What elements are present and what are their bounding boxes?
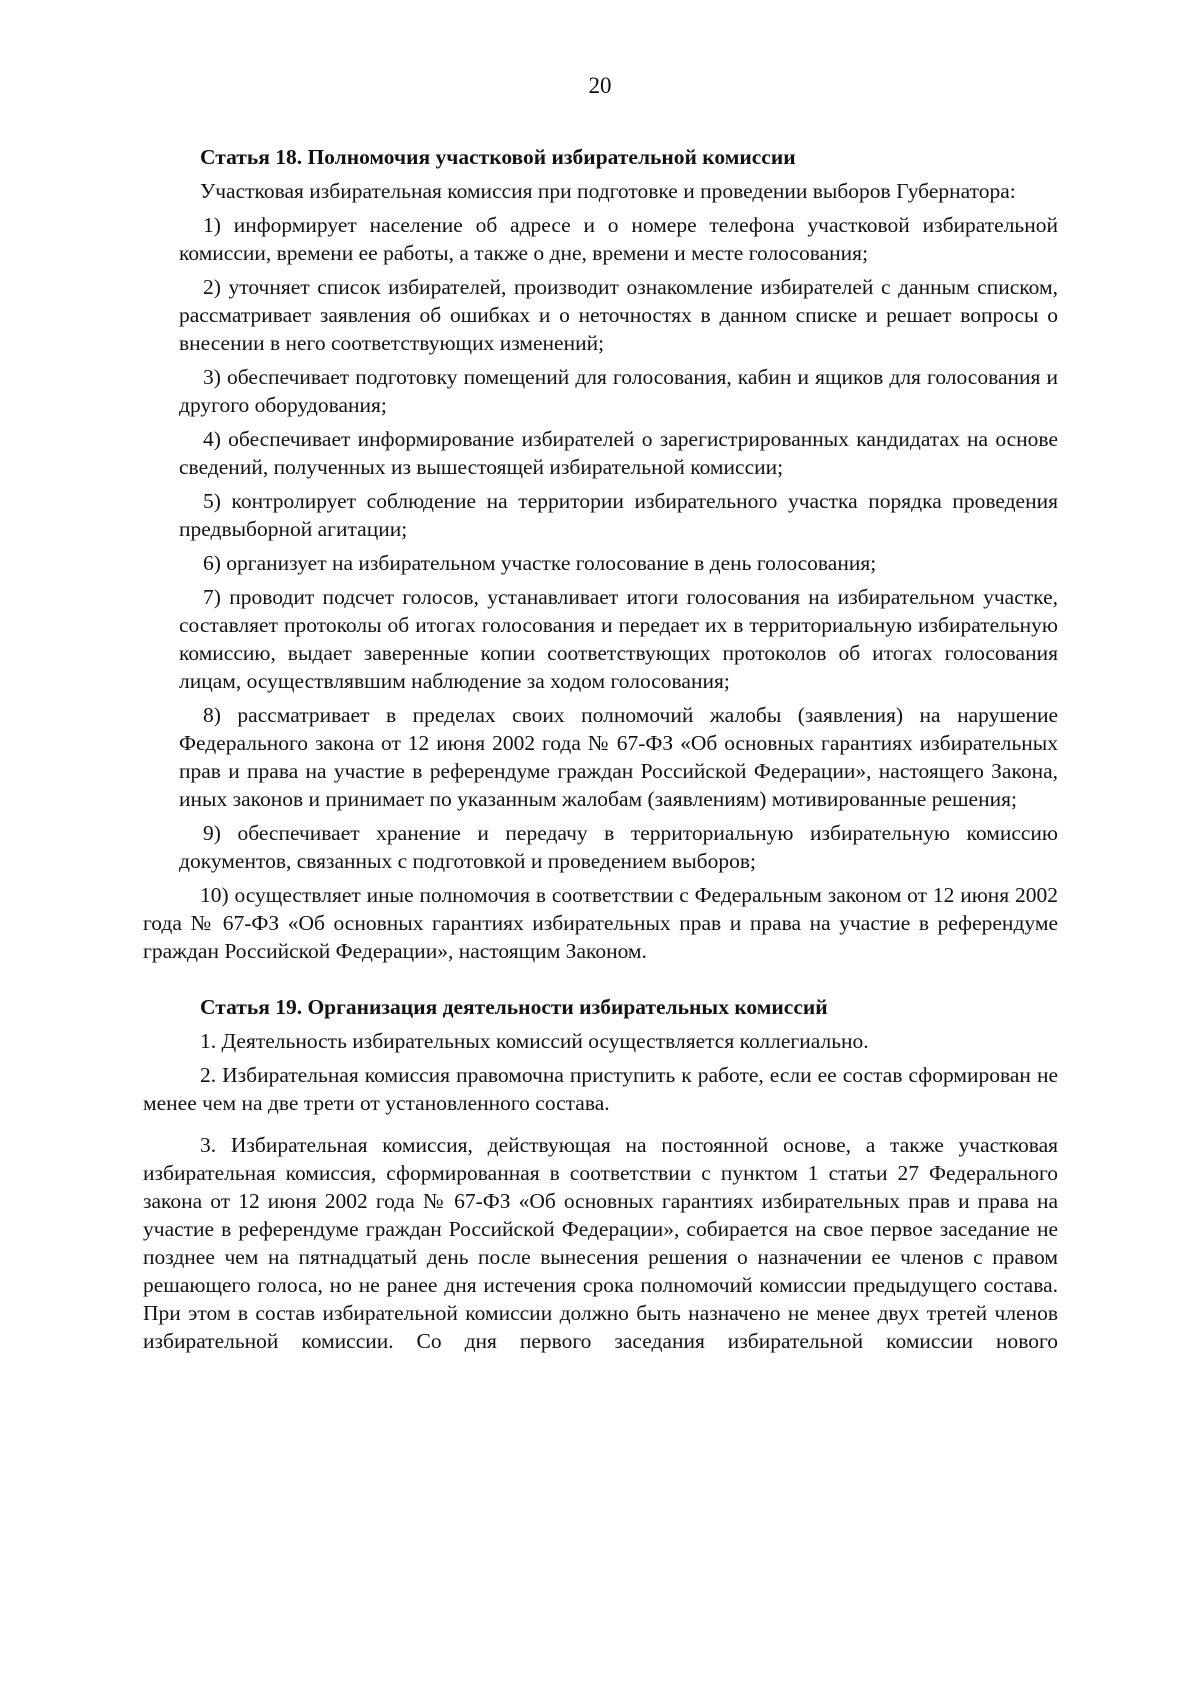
document-body [143,143,1058,1355]
article-18-intro: Участковая избирательная комиссия при подготовке и проведении выборов Губернатора: [200,179,1016,203]
article-19-para-2: 2. Избирательная комиссия правомочна приступить к работе, если ее состав сформирован не менее чем на две трети от установленного состава. [143,1063,1058,1115]
article-19-title: Статья 19. Организация деятельности избирательных комиссий [200,995,828,1019]
article-18-item-2: 2) уточняет список избирателей, производит ознакомление избирателей с данным списком, рассматривает заявления об ошибках и о неточностях в данном списке и решает вопросы о внесении в него соответствующих изменений; [179,275,1058,355]
article-18-item-5: 5) контролирует соблюдение на территории избирательного участка порядка проведения предвыборной агитации; [179,489,1058,541]
article-18-item-9: 9) обеспечивает хранение и передачу в территориальную избирательную комиссию документов, связанных с подготовкой и проведением выборов; [179,821,1058,873]
article-18-item-4: 4) обеспечивает информирование избирателей о зарегистрированных кандидатах на основе сведений, полученных из вышестоящей избирательной комиссии; [179,427,1058,479]
article-18-item-6: 6) организует на избирательном участке голосование в день голосования; [203,551,877,575]
article-18-item-7: 7) проводит подсчет голосов, устанавливает итоги голосования на избирательном участке, составляет протоколы об итогах голосования и передает их в территориальную избирательную комиссию, выдает заверенные копии соответствующих протоколов об итогах голосования лицам, осуществлявшим наблюдение за ходом голосования; [179,585,1058,693]
article-18-item-3: 3) обеспечивает подготовку помещений для голосования, кабин и ящиков для голосования и другого оборудования; [179,365,1058,417]
page-number: 20 [588,73,612,98]
article-18-item-8: 8) рассматривает в пределах своих полномочий жалобы (заявления) на нарушение Федерального закона от 12 июня 2002 года № 67-ФЗ «Об основных гарантиях избирательных прав и права на участие в референдуме граждан Российской Федерации», настоящего Закона, иных законов и принимает по указанным жалобам (заявлениям) мотивированные решения; [179,703,1058,811]
article-19-para-1: 1. Деятельность избирательных комиссий осуществляется коллегиально. [200,1029,869,1053]
article-18-title: Статья 18. Полномочия участковой избирательной комиссии [200,145,796,169]
article-18-item-1: 1) информирует население об адресе и о номере телефона участковой избирательной комиссии, времени ее работы, а также о дне, времени и месте голосования; [179,213,1058,265]
article-18-item-10: 10) осуществляет иные полномочия в соответствии с Федеральным законом от 12 июня 2002 года № 67-ФЗ «Об основных гарантиях избирательных прав и права на участие в референдуме граждан Российской Федерации», настоящим Законом. [143,883,1058,963]
article-19-para-3: 3. Избирательная комиссия, действующая на постоянной основе, а также участковая избирательная комиссия, сформированная в соответствии с пунктом 1 статьи 27 Федерального закона от 12 июня 2002 года № 67-ФЗ «Об основных гарантиях избирательных прав и права на участие в референдуме граждан Российской Федерации», собирается на свое первое заседание не позднее чем на пятнадцатый день после вынесения решения о назначении ее членов с правом решающего голоса, но не ранее дня истечения срока полномочий комиссии предыдущего состава. При этом в состав избирательной комиссии должно быть назначено не менее двух третей членов избирательной комиссии. Со дня первого заседания избирательной комиссии нового [143,1133,1058,1353]
